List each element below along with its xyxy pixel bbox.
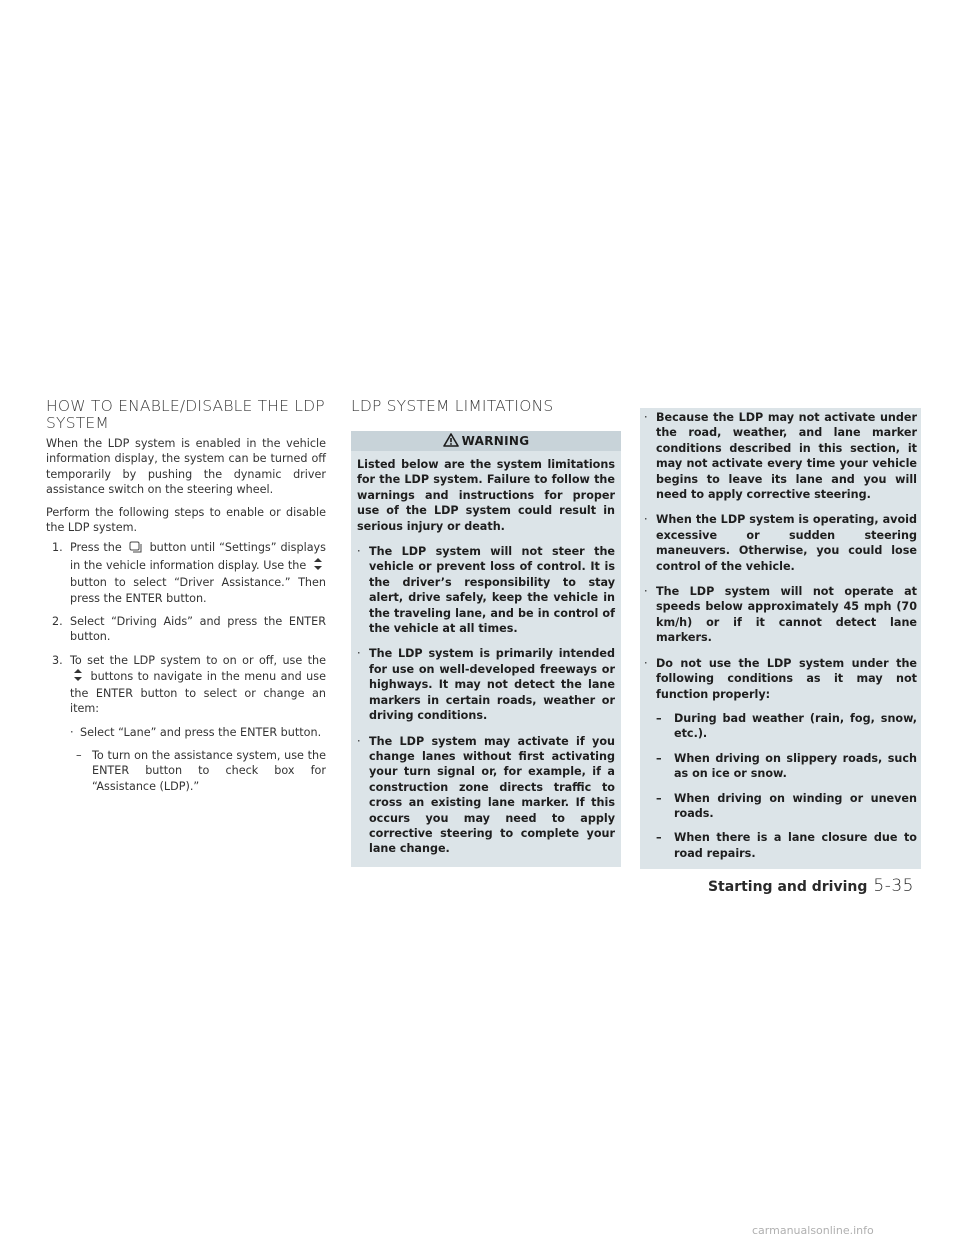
warning-bullet-text: The LDP system will not steer the vehicle or prevent loss of control. It is the driver’s responsibility to stay alert, drive safely, keep the vehicle in the traveling lane, and be in control of the vehicle at all times. [369, 545, 615, 636]
dash-mark: – [656, 831, 662, 845]
warning-bullet [644, 512, 917, 574]
warning-dash-item [644, 751, 917, 782]
bullet-mark: · [644, 585, 648, 599]
dash-mark: – [656, 751, 662, 765]
warning-bullet-text: The LDP system will not operate at speeds below approximately 45 mph (70 km/h) or if it cannot detect lane markers. [656, 585, 917, 645]
warning-bullet [357, 734, 615, 857]
warning-bullet-text: When the LDP system is operating, avoid excessive or sudden steering maneuvers. Otherwise, you could lose control of the vehicle. [656, 513, 917, 573]
bullet-mark: · [644, 513, 648, 527]
bullet-mark: · [644, 411, 648, 424]
page-footer [708, 876, 914, 896]
warning-triangle-icon [443, 433, 462, 450]
warning-bullet [644, 410, 917, 502]
bullet-mark: · [357, 545, 361, 559]
warning-bullet [644, 656, 917, 702]
warning-bullet-text: The LDP system may activate if you change lanes without first activating your turn signal or, for example, if a construction zone directs traffic to cross an existing lane marker. If this occurs you may need to apply corrective steering to complete your lane change. [369, 734, 615, 856]
step-3-text-b: buttons to navigate in the menu and use the ENTER button to select or change an item: [70, 669, 326, 716]
warning-dash-text: When there is a lane closure due to road repairs. [674, 831, 917, 860]
sub-item-text: Select “Lane” and press the ENTER button. [80, 725, 322, 739]
warning-dash-text: During bad weather (rain, fog, snow, etc.). [674, 711, 917, 741]
warning-bullet-text: The LDP system is primarily intended for use on well-developed freeways or highways. It may not detect the lane markers in certain roads, weather or driving conditions. [369, 647, 615, 723]
warning-dash-item [644, 791, 917, 822]
sub-item [70, 725, 326, 740]
footer-section-title: Starting and driving [707, 879, 868, 895]
sub-sub-item [70, 748, 326, 794]
sub-bullet: · [70, 725, 74, 739]
step-1-text-a: Press the [70, 540, 122, 554]
warning-bullet-text: Do not use the LDP system under the following conditions as it may not function properly: [656, 656, 917, 701]
warning-bullet [357, 646, 615, 723]
warning-dash-text: When driving on slippery roads, such as on ice or snow. [674, 751, 917, 781]
warning-label: WARNING [461, 434, 530, 448]
step-number: 1. [52, 540, 63, 554]
heading-enable-disable: HOW TO ENABLE/DISABLE THE LDP SYSTEM [46, 397, 325, 432]
step-1-text-c: button to select “Driver Assistance.” Then press the ENTER button. [70, 576, 326, 605]
warning-dash-item [644, 711, 917, 742]
step-2-text: Select “Driving Aids” and press the ENTER button. [70, 614, 326, 644]
dash-mark: – [656, 711, 662, 725]
warning-bullet [357, 544, 615, 636]
step-1 [46, 540, 326, 606]
watermark: carmanualsonline.info [752, 1224, 874, 1237]
menu-button-icon [129, 541, 143, 557]
warning-intro: Listed below are the system limitations for the LDP system. Failure to follow the warnings and instructions for proper use of the LDP system could result in serious injury or death. [357, 458, 615, 533]
warning-dash-item [644, 830, 917, 861]
step-2 [46, 614, 326, 645]
warning-bullet-text: Because the LDP may not activate under the road, weather, and lane marker conditions described in this section, it may not activate every time your vehicle begins to leave its lane and you will need to apply corrective steering. [656, 411, 917, 502]
step-3 [46, 653, 326, 794]
warning-header [351, 431, 621, 451]
up-down-arrows-icon [73, 668, 83, 686]
bullet-mark: · [357, 734, 361, 748]
warning-bullet [644, 584, 917, 646]
sub-sub-item-text: To turn on the assistance system, use the ENTER button to check box for “Assistance (LDP).” [92, 749, 326, 793]
sub-sub-dash: – [76, 749, 82, 763]
dash-mark: – [656, 791, 662, 805]
column-limitations [351, 398, 621, 867]
bullet-mark: · [644, 656, 648, 670]
intro-paragraph-2: Perform the following steps to enable or disable the LDP system. [46, 506, 326, 535]
step-number: 3. [52, 653, 63, 667]
intro-paragraph: When the LDP system is enabled in the vehicle information display, the system can be turned off temporarily by pushing the dynamic driver assistance switch on the steering wheel. [46, 437, 326, 496]
warning-box-continued [640, 408, 921, 869]
bullet-mark: · [357, 647, 361, 661]
step-number: 2. [52, 614, 63, 628]
up-down-arrows-icon [313, 557, 323, 575]
step-3-text-a: To set the LDP system to on or off, use the [70, 653, 326, 667]
page-number: 5-35 [873, 876, 914, 896]
warning-box [351, 431, 621, 867]
column-enable-disable [46, 398, 326, 794]
warning-dash-text: When driving on winding or uneven roads. [674, 791, 917, 820]
steps-list [46, 540, 326, 794]
heading-limitations: LDP SYSTEM LIMITATIONS [351, 397, 554, 415]
step-1-text-b: button until “Settings” displays in the vehicle information display. Use the [70, 540, 327, 573]
